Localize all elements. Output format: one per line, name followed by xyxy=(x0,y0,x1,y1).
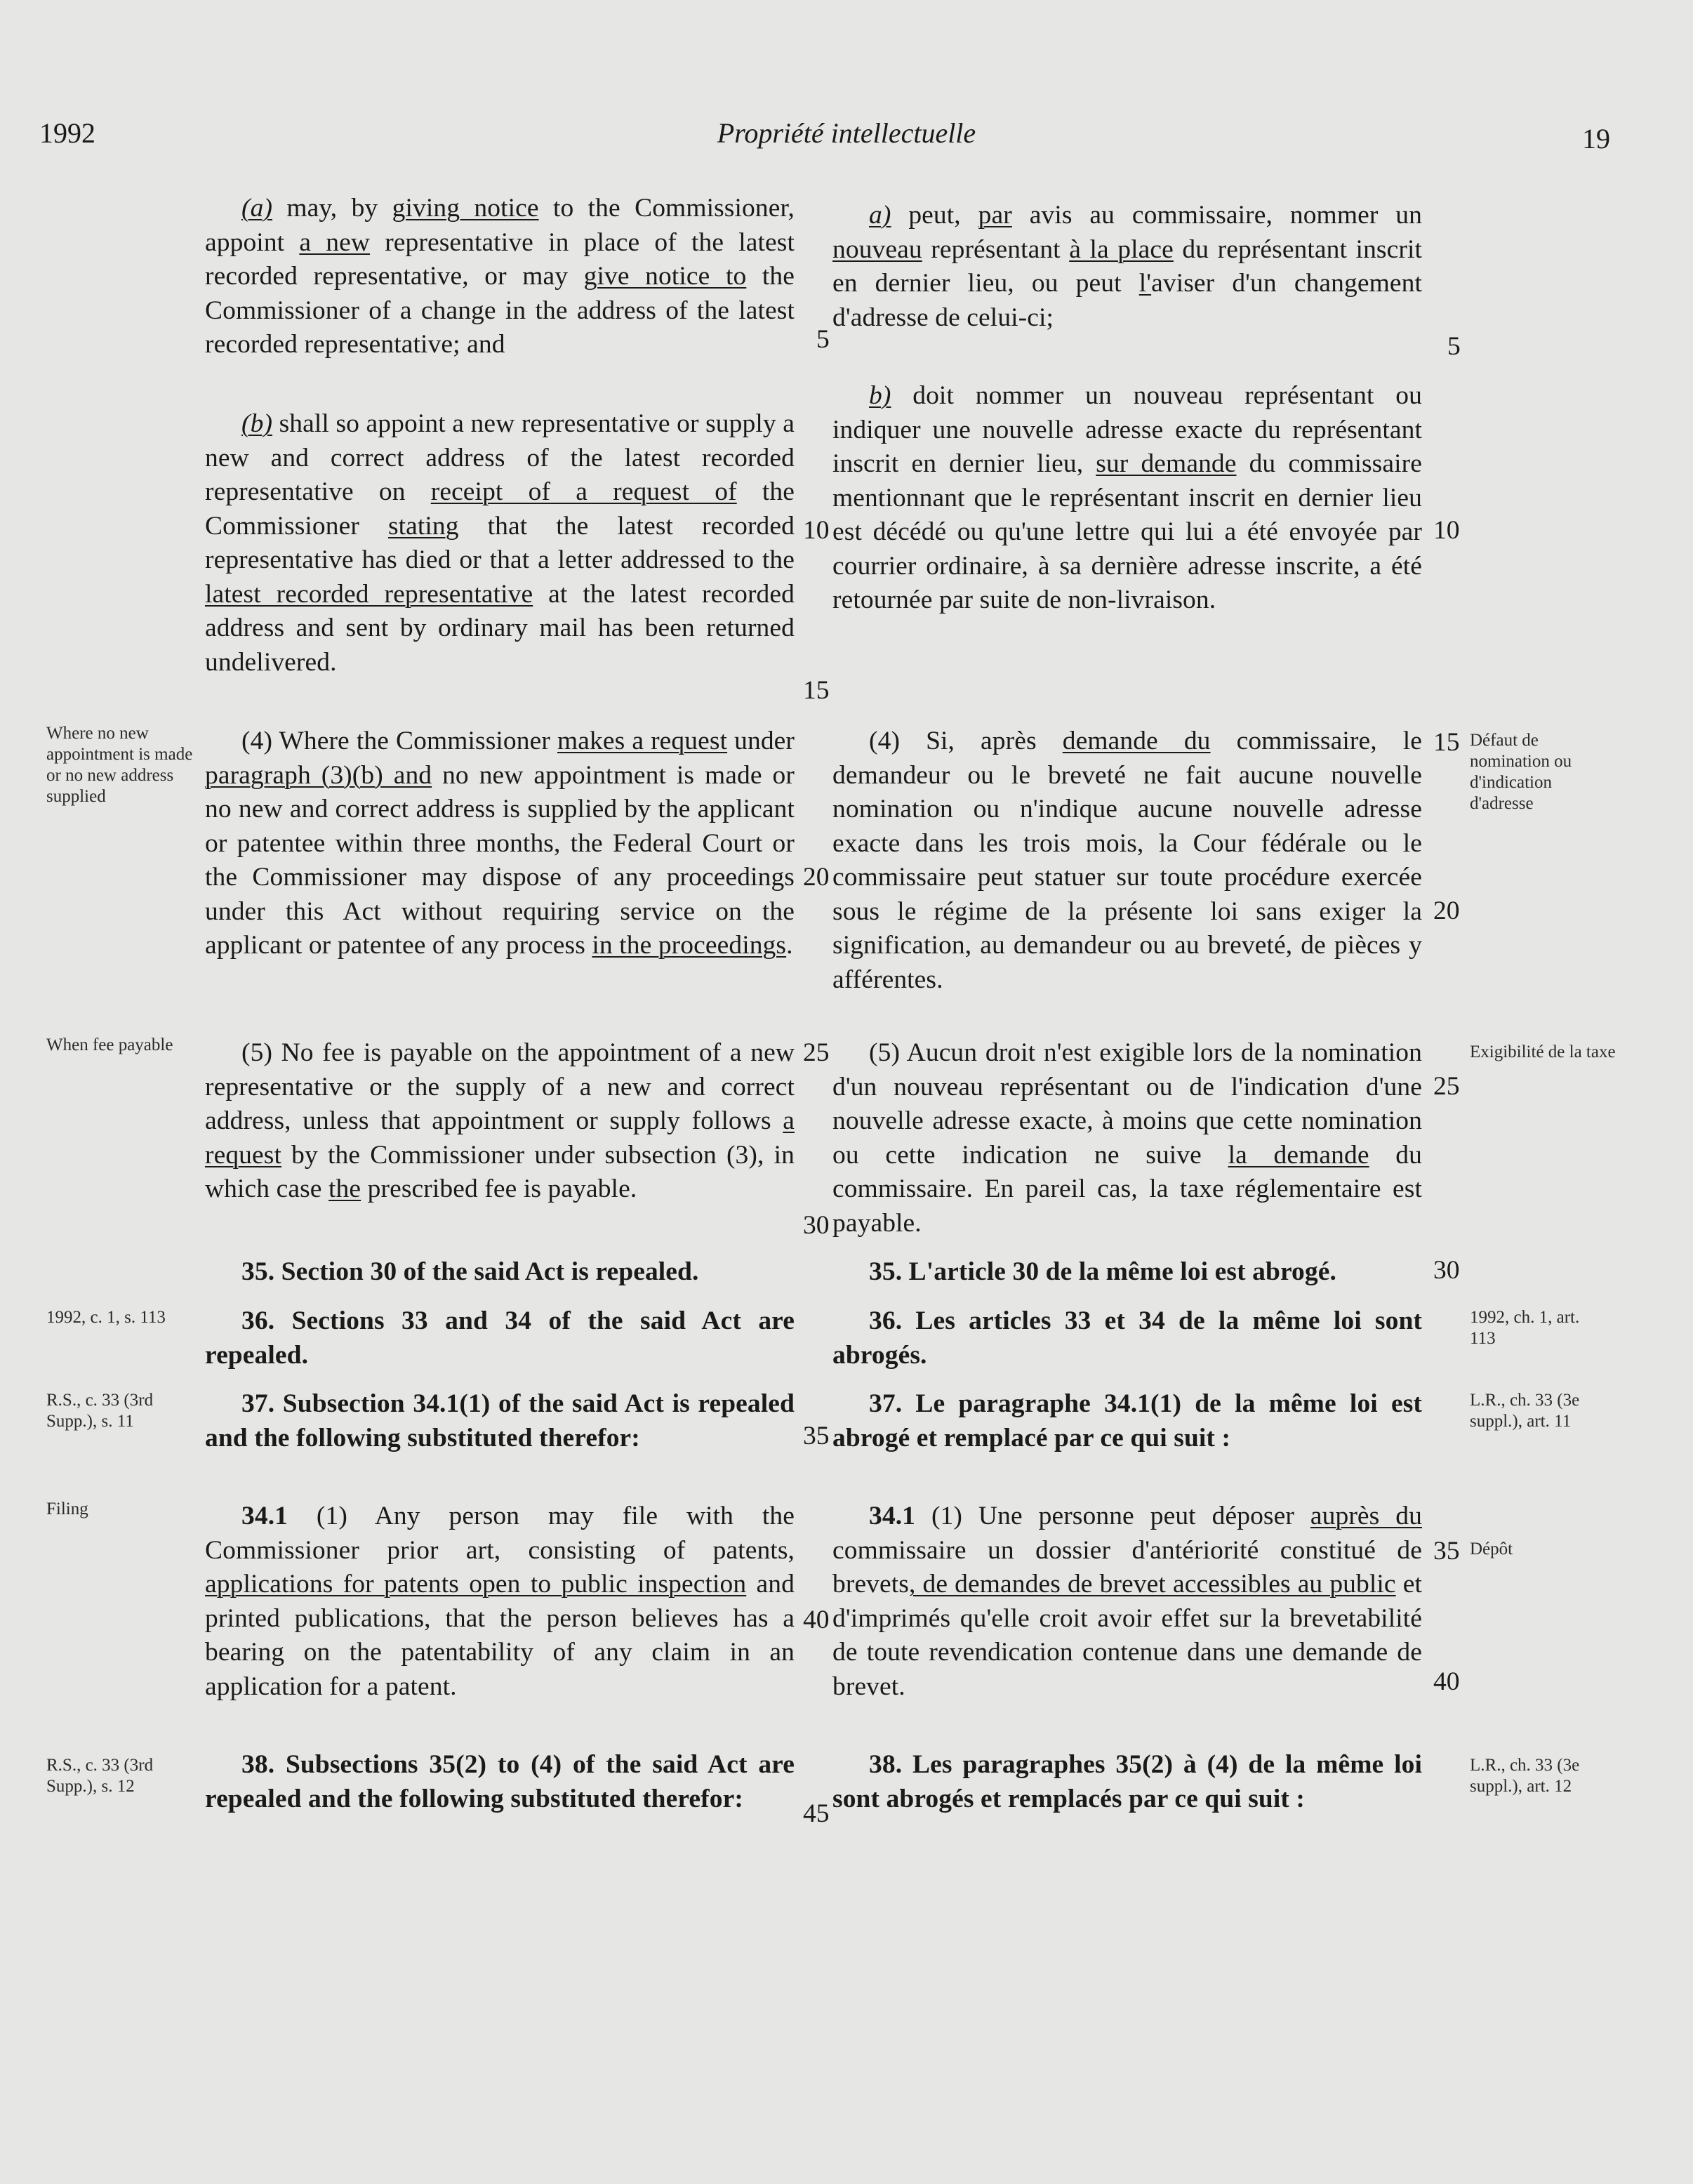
en-section-34-1 xyxy=(205,1500,795,1704)
fr-a-amended: nouveau xyxy=(832,234,922,264)
fr-section-38: 38. Les paragraphes 35(2) à (4) de la même loi sont abrogés et remplacés par ce qui suit : xyxy=(832,1750,1422,1813)
fr-b-text: du commissaire mentionnant que le représentant inscrit en dernier lieu est décédé ou qu'une lettre qui lui a été envoyée par courrier ordinaire, à sa dernière adresse inscrite, a été retournée par suite de non-livraison. xyxy=(832,449,1422,614)
en-section-38: 38. Subsections 35(2) to (4) of the said Act are repealed and the following substituted therefor: xyxy=(205,1750,795,1813)
en-s5-amended: the xyxy=(328,1174,361,1203)
line-number: 25 xyxy=(1433,1072,1460,1101)
line-number: 40 xyxy=(803,1606,830,1634)
fr-341-text: commissaire un dossier d'antériorité constitué de brevets xyxy=(832,1535,1422,1599)
en-s4-text: . xyxy=(786,931,793,960)
en-a-amended: giving notice xyxy=(392,194,539,223)
margin-note-en: When fee payable xyxy=(46,1035,173,1054)
en-b-text: at the latest recorded address and sent by ordinary mail has been returned undelivered. xyxy=(205,579,795,677)
fr-a-text: avis au commissaire, nommer un xyxy=(1011,201,1423,230)
margin-note-fr: L.R., ch. 33 (3e suppl.), art. 12 xyxy=(1470,1756,1580,1796)
en-subsection-5 xyxy=(205,1036,795,1207)
fr-section-37: 37. Le paragraphe 34.1(1) de la même loi est abrogé et remplacé par ce qui suit : xyxy=(832,1389,1422,1452)
en-341-number: 34.1 xyxy=(241,1502,288,1530)
fr-s5-amended: la demande xyxy=(1228,1140,1369,1170)
fr-subsection-5 xyxy=(832,1036,1422,1240)
en-s5-amended: a request xyxy=(205,1106,795,1170)
fr-s4-text: (4) Si, après xyxy=(869,727,1063,755)
margin-note-fr: Exigibilité de la taxe xyxy=(1470,1043,1616,1061)
en-section-35: 35. Section 30 of the said Act is repealed. xyxy=(241,1257,699,1286)
fr-b-text: doit nommer un nouveau représentant ou indiquer une nouvelle adresse exacte du représentant inscrit en dernier lieu, xyxy=(832,381,1422,478)
fr-341-amended: auprès du xyxy=(1310,1502,1422,1530)
fr-section-34-1 xyxy=(832,1500,1422,1704)
line-number: 20 xyxy=(803,863,830,892)
en-a-text: to the Commissioner, appoint xyxy=(205,194,795,257)
fr-s4-amended: demande du xyxy=(1062,727,1211,755)
margin-note-en: Filing xyxy=(46,1500,88,1518)
line-number: 5 xyxy=(816,325,830,354)
en-s4-amended: makes a request xyxy=(557,727,728,755)
margin-note-fr: 1992, ch. 1, art. 113 xyxy=(1470,1308,1580,1348)
margin-note-fr: Défaut de nomination ou d'indication d'adresse xyxy=(1470,731,1572,813)
fr-b-amended: sur demande xyxy=(1096,449,1237,478)
en-s4-text: under xyxy=(727,727,795,755)
line-number: 25 xyxy=(803,1038,830,1067)
en-b-text: the Commissioner xyxy=(205,477,795,541)
en-b-text: that the latest recorded representative has died or that a letter addressed to the xyxy=(205,511,795,574)
margin-note-fr: Dépôt xyxy=(1470,1540,1513,1558)
margin-note-en: Where no new appointment is made or no new address supplied xyxy=(46,724,193,806)
en-b-amended: receipt of a request of xyxy=(430,477,737,506)
margin-note-en: R.S., c. 33 (3rd Supp.), s. 12 xyxy=(46,1756,154,1796)
header-title: Propriété intellectuelle xyxy=(717,117,976,149)
en-paragraph-b xyxy=(205,407,795,680)
en-b-text: shall so appoint a new representative or supply a new and correct address of the latest recorded representative on xyxy=(205,409,795,506)
en-s4-amended: in the proceedings xyxy=(592,931,787,960)
en-a-label: (a) xyxy=(241,194,273,223)
fr-a-amended: par xyxy=(978,201,1012,230)
en-341-amended: applications for patents open to public inspection xyxy=(205,1570,747,1599)
fr-subsection-4 xyxy=(832,724,1422,997)
fr-section-35: 35. L'article 30 de la même loi est abrogé. xyxy=(869,1257,1336,1286)
line-number: 5 xyxy=(1447,332,1461,361)
en-b-amended: latest recorded representative xyxy=(205,579,533,609)
line-number: 10 xyxy=(803,516,830,545)
en-s4-amended: paragraph (3)(b) and xyxy=(205,760,432,790)
en-s4-text: no new appointment is made or no new and correct address is supplied by the applicant or patentee within three months, the Federal Court or the Commissioner may dispose of any proceedings under this Act without requiring service on the applicant or patentee of any process xyxy=(205,760,795,960)
fr-a-text: représentant xyxy=(922,234,1070,264)
fr-a-text: peut, xyxy=(891,201,978,230)
en-a-text: the Commissioner of a change in the address of the latest recorded representative; and xyxy=(205,262,795,359)
fr-b-label: b) xyxy=(869,381,891,410)
fr-s5-text: (5) Aucun droit n'est exigible lors de la nomination d'un nouveau représentant ou de l'indication d'une nouvelle adresse exacte, à moins que cette nomination ou cette indication ne suive xyxy=(832,1038,1422,1170)
margin-note-en: R.S., c. 33 (3rd Supp.), s. 11 xyxy=(46,1391,154,1431)
fr-341-text: et d'imprimés qu'elle croit avoir effet sur la brevetabilité de toute revendication contenue dans une demande de brevet. xyxy=(832,1570,1422,1701)
line-number: 15 xyxy=(803,676,830,705)
en-s5-text: by the Commissioner under subsection (3), in which case xyxy=(205,1140,795,1203)
line-number: 15 xyxy=(1433,728,1460,757)
fr-section-36: 36. Les articles 33 et 34 de la même loi sont abrogés. xyxy=(832,1306,1422,1370)
en-b-amended: stating xyxy=(387,511,459,541)
margin-note-fr: L.R., ch. 33 (3e suppl.), art. 11 xyxy=(1470,1391,1580,1431)
fr-341-number: 34.1 xyxy=(869,1502,916,1530)
fr-s4-text: commissaire, le demandeur ou le breveté ne fait aucune nouvelle nomination ou n'indique aucune nouvelle adresse exacte dans les trois mois, la Cour fédérale ou le commissaire peut statuer sur toute procédure exercée sous le régime de la présente loi sans exiger la signification, au demandeur ou au breveté, de pièces y afférentes. xyxy=(832,727,1422,994)
line-number: 35 xyxy=(803,1422,830,1450)
en-a-amended: a new xyxy=(299,227,371,257)
line-number: 40 xyxy=(1433,1667,1460,1696)
en-341-text: and printed publications, that the person believes has a bearing on the patentability of any claim in an application for a patent. xyxy=(205,1570,795,1701)
en-a-text: may, by xyxy=(272,194,392,223)
line-number: 30 xyxy=(1433,1256,1460,1285)
fr-a-text: du représentant inscrit en dernier lieu, ou peut xyxy=(832,234,1422,298)
en-a-amended: give notice to xyxy=(583,262,747,291)
line-number: 20 xyxy=(1433,896,1460,925)
en-341-text: (1) Any person may file with the Commissioner prior art, consisting of patents, xyxy=(205,1502,795,1565)
en-section-36: 36. Sections 33 and 34 of the said Act are repealed. xyxy=(205,1306,795,1370)
line-number: 10 xyxy=(1433,516,1460,545)
fr-paragraph-b xyxy=(832,379,1422,618)
line-number: 45 xyxy=(803,1799,830,1828)
fr-a-amended: l' xyxy=(1138,269,1152,298)
fr-s5-text: du commissaire. En pareil cas, la taxe réglementaire est payable. xyxy=(832,1140,1422,1238)
fr-a-text: aviser d'un changement d'adresse de celui-ci; xyxy=(832,269,1422,332)
en-paragraph-a xyxy=(205,192,795,362)
en-subsection-4 xyxy=(205,724,795,963)
fr-paragraph-a xyxy=(832,199,1422,335)
line-number: 35 xyxy=(1433,1537,1460,1566)
fr-a-label: a) xyxy=(869,201,891,230)
margin-note-en: 1992, c. 1, s. 113 xyxy=(46,1308,166,1327)
fr-341-text: (1) Une personne peut déposer xyxy=(915,1502,1310,1530)
en-s5-text: prescribed fee is payable. xyxy=(361,1174,637,1203)
en-s5-text: (5) No fee is payable on the appointment of a new representative or the supply of a new and correct address, unless that appointment or supply follows xyxy=(205,1038,795,1135)
header-page-number: 19 xyxy=(1582,123,1610,154)
en-s4-text: (4) Where the Commissioner xyxy=(241,727,557,755)
en-a-text: representative in place of the latest recorded representative, or may xyxy=(205,227,795,291)
en-b-label: (b) xyxy=(241,409,273,438)
header-year: 1992 xyxy=(39,117,95,149)
fr-341-amended: , de demandes de brevet accessibles au public xyxy=(909,1570,1396,1599)
line-number: 30 xyxy=(803,1211,830,1240)
en-section-37: 37. Subsection 34.1(1) of the said Act is repealed and the following substituted therefor: xyxy=(205,1389,795,1452)
fr-a-amended: à la place xyxy=(1069,234,1174,264)
